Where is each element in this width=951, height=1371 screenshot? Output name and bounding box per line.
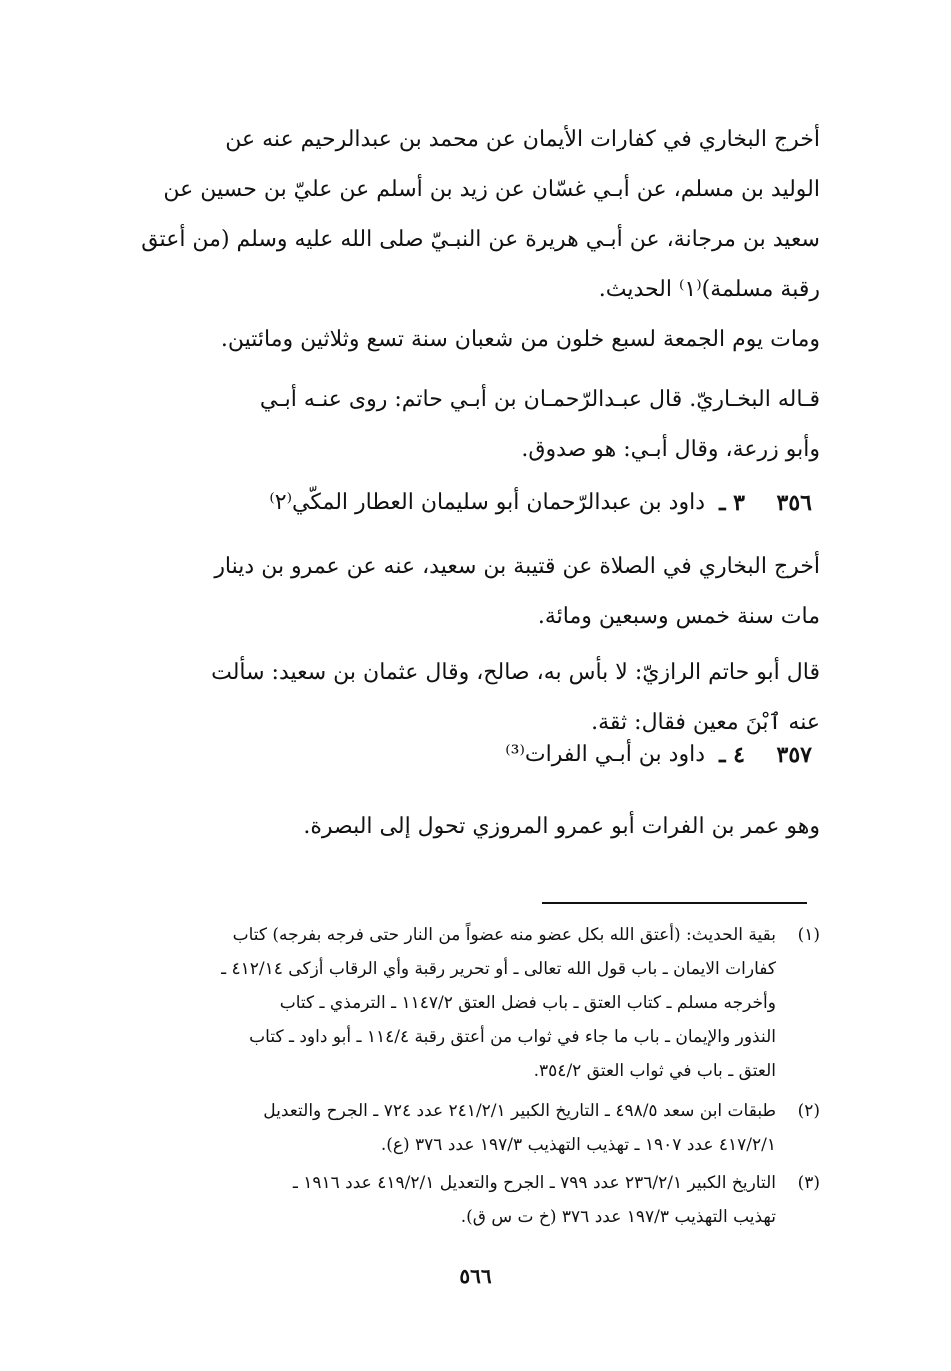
text-line: مات سنة خمس وسبعين ومائة. xyxy=(537,604,820,629)
footnote-3 xyxy=(100,1166,820,1234)
entry-heading-357 xyxy=(100,730,820,780)
footnote-mark: (١) xyxy=(797,925,820,945)
paragraph-bukhari-kaffarat xyxy=(100,115,820,315)
footnote-line xyxy=(100,918,820,952)
footnote-mark: (٣) xyxy=(797,1173,820,1193)
paragraph-death-date xyxy=(100,315,820,365)
footnote-separator xyxy=(542,902,807,904)
text-line: أخرج البخاري في كفارات الأيمان عن محمد بن عبدالرحيم عنه عن xyxy=(225,127,820,152)
text-line: وأبو زرعة، وقال أبـي: هو صدوق. xyxy=(521,437,820,462)
text-line: قـاله البخـاريّ. قال عبـدالرّحمـان بن أبـي حاتم: روى عنـه أبـي xyxy=(259,387,820,412)
footnote-line xyxy=(100,986,820,1020)
footnote-text: العتق ـ باب في ثواب العتق ٣٥٤/٢. xyxy=(533,1061,776,1081)
footnote-mark: (٢) xyxy=(797,1101,820,1121)
text-line: عنه ٱبْنَ معين فقال: ثقة. xyxy=(591,710,820,735)
paragraph-bukhari-salat xyxy=(100,542,820,642)
footnote-text: تهذيب التهذيب ١٩٧/٣ عدد ٣٧٦ (خ ت س ق). xyxy=(460,1207,776,1227)
footnote-text: كفارات الايمان ـ باب قول الله تعالى ـ أو تحرير رقبة وأي الرقاب أزكى ٤١٢/١٤ ـ xyxy=(221,959,776,979)
entry-sub-number: ٣ ـ xyxy=(719,490,745,516)
footnote-text: وأخرجه مسلم ـ كتاب العتق ـ باب فضل العتق ١١٤٧/٢ ـ الترمذي ـ كتاب xyxy=(279,993,776,1013)
entry-number: ٣٥٧ xyxy=(776,742,812,768)
text-line: أخرج البخاري في الصلاة عن قتيبة بن سعيد، عنه عن عمرو بن دينار xyxy=(214,554,820,579)
footnote-line xyxy=(100,1128,820,1162)
entry-title: داود بن أبـي الفرات⁽³⁾ xyxy=(505,742,705,767)
footnote-line xyxy=(100,1200,820,1234)
footnote-1 xyxy=(100,918,820,1088)
footnote-line xyxy=(100,1094,820,1128)
page-number: ٥٦٦ xyxy=(459,1264,492,1288)
paragraph xyxy=(100,115,820,315)
footnote-text: التاريخ الكبير ٢٣٦/٢/١ عدد ٧٩٩ ـ الجرح والتعديل ٤١٩/٢/١ عدد ١٩١٦ ـ xyxy=(292,1173,776,1193)
entry-heading-356 xyxy=(100,478,820,528)
paragraph-abu-hatim xyxy=(100,375,820,475)
entry-sub-number: ٤ ـ xyxy=(719,742,745,768)
entry-number: ٣٥٦ xyxy=(776,490,812,516)
paragraph xyxy=(100,802,820,852)
text-line: قال أبو حاتم الرازيّ: لا بأس به، صالح، وقال عثمان بن سعيد: سألت xyxy=(211,660,820,685)
paragraph xyxy=(100,315,820,365)
paragraph-umar-ibn-furat xyxy=(100,802,820,852)
paragraph xyxy=(100,542,820,642)
footnote-line xyxy=(100,1166,820,1200)
footnote-text: النذور والإيمان ـ باب ما جاء في ثواب من أعتق رقبة ١١٤/٤ ـ أبو داود ـ كتاب xyxy=(249,1027,776,1047)
footnote-2 xyxy=(100,1094,820,1162)
footnote-text: بقية الحديث: (أعتق الله بكل عضو منه عضواً من النار حتى فرجه بفرجه) كتاب xyxy=(232,925,776,945)
footnote-line xyxy=(100,952,820,986)
text-line: وهو عمر بن الفرات أبو عمرو المروزي تحول إلى البصرة. xyxy=(303,814,820,839)
footnote-line xyxy=(100,1054,820,1088)
entry-title: داود بن عبدالرّحمان أبو سليمان العطار المكّي⁽٢⁾ xyxy=(269,490,705,515)
footnote-text: طبقات ابن سعد ٤٩٨/٥ ـ التاريخ الكبير ٢٤١/٢/١ عدد ٧٢٤ ـ الجرح والتعديل xyxy=(263,1101,776,1121)
text-line: الوليد بن مسلم، عن أبـي غسّان عن زيد بن أسلم عن عليّ بن حسين عن xyxy=(163,177,820,202)
footnote-text: ٤١٧/٢/١ عدد ١٩٠٧ ـ تهذيب التهذيب ١٩٧/٣ عدد ٣٧٦ (ع). xyxy=(380,1135,776,1155)
footnote-line xyxy=(100,1020,820,1054)
text-line: رقبة مسلمة)⁽١⁾ الحديث. xyxy=(598,277,820,302)
paragraph xyxy=(100,375,820,475)
text-line: ومات يوم الجمعة لسبع خلون من شعبان سنة تسع وثلاثين ومائتين. xyxy=(220,327,820,352)
text-line: سعيد بن مرجانة، عن أبـي هريرة عن النبـيّ صلى الله عليه وسلم (من أعتق xyxy=(141,227,820,252)
